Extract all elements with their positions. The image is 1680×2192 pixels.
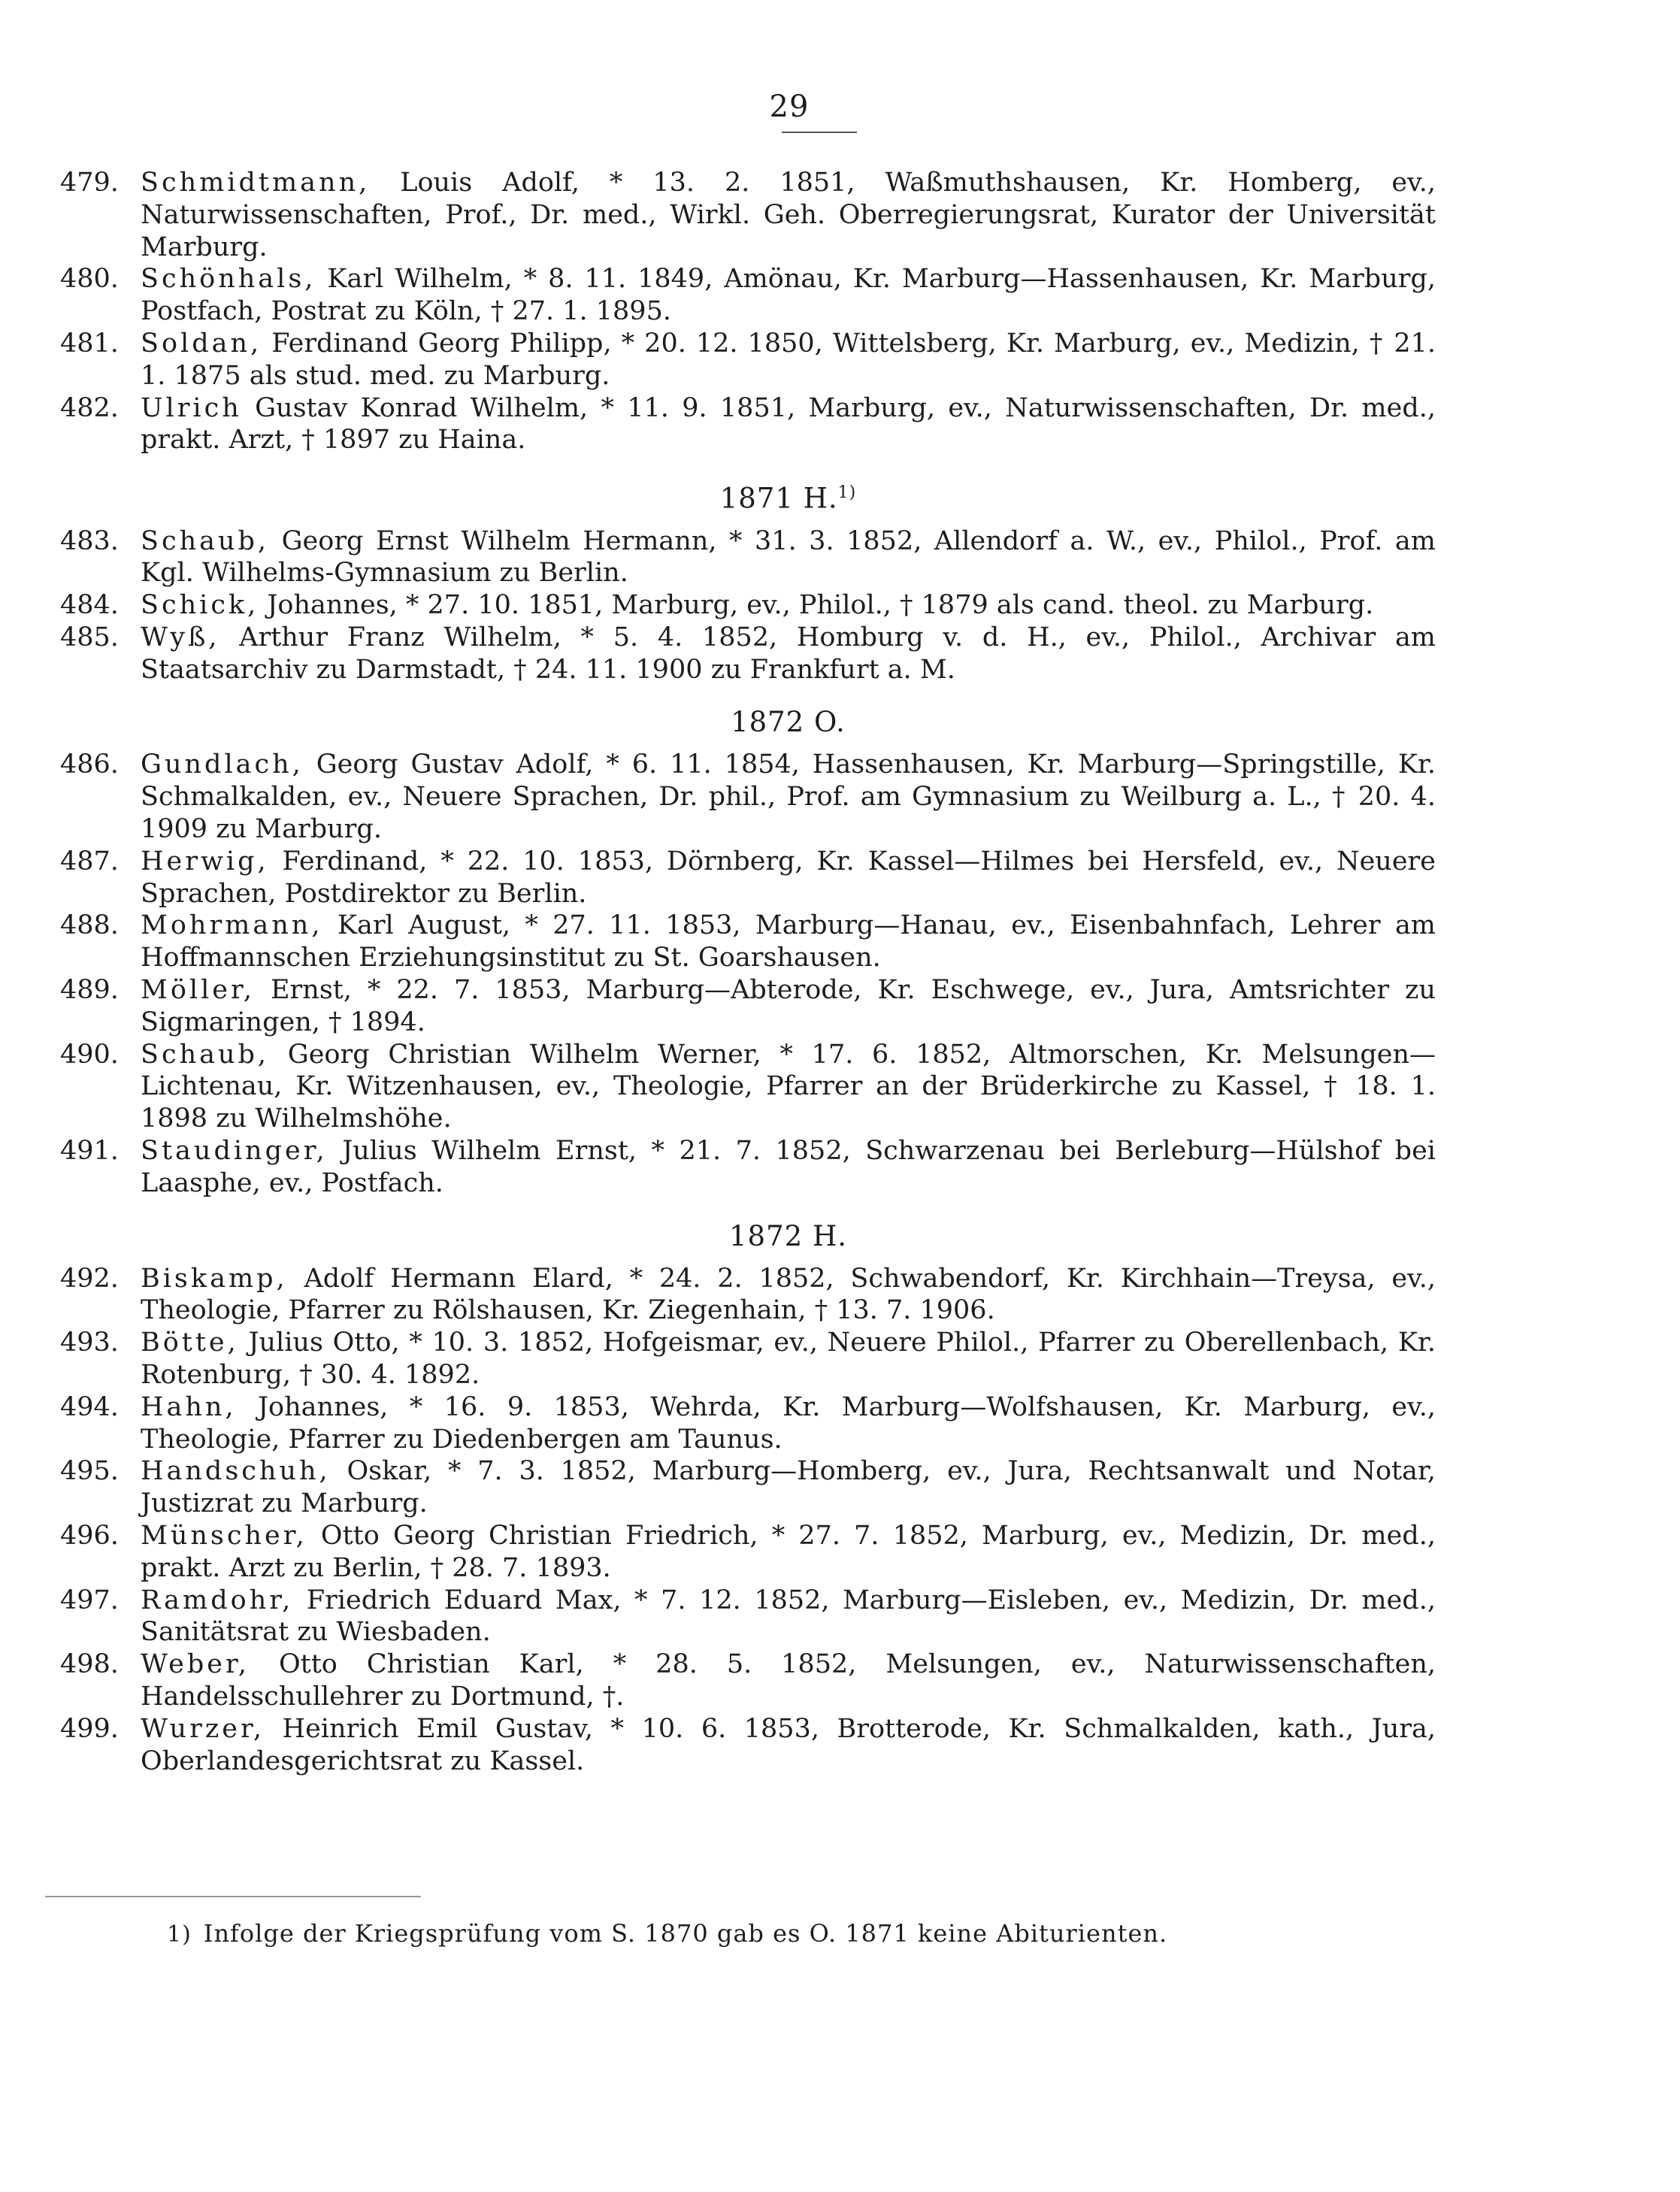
list-entry: [60, 749, 1436, 845]
entry-details: Karl Wilhelm, * 8. 11. 1849, Amönau, Kr. Marburg—Hassenhausen, Kr. Marburg, Postfach, Postrat zu Köln, † 27. 1. 1895.: [141, 264, 1436, 327]
entry-number: 492.: [60, 1263, 119, 1294]
entry-list: [60, 167, 1436, 1777]
footnote-divider: [45, 1896, 421, 1897]
entry-surname: Staudinger,: [141, 1136, 328, 1167]
entry-details: Georg Christian Wilhelm Werner, * 17. 6. 1852, Altmorschen, Kr. Melsungen—Lichtenau, Kr. Witzenhausen, ev., Theologie, Pfarrer an der Brüderkirche zu Kassel, † 18. 1. 1898 zu Wilhelmshöhe.: [141, 1039, 1436, 1134]
section-heading-1872-h: [60, 1219, 1436, 1254]
list-entry: [60, 525, 1436, 590]
entry-number: 491.: [60, 1136, 119, 1167]
entry-details: Otto Georg Christian Friedrich, * 27. 7. 1852, Marburg, ev., Medizin, Dr. med., prakt. Arzt zu Berlin, † 28. 7. 1893.: [141, 1521, 1436, 1583]
entry-number: 496.: [60, 1521, 119, 1552]
entry-details: Friedrich Eduard Max, * 7. 12. 1852, Marburg—Eisleben, ev., Medizin, Dr. med., Sanitätsrat zu Wiesbaden.: [141, 1585, 1436, 1648]
entry-surname: Schaub,: [141, 1039, 270, 1070]
list-entry: [60, 1649, 1436, 1713]
entry-surname: Bötte,: [141, 1328, 239, 1358]
footnote-reference: 1): [837, 483, 857, 503]
list-entry: [60, 263, 1436, 328]
entry-number: 481.: [60, 328, 119, 359]
entry-number: 498.: [60, 1649, 119, 1680]
entry-number: 482.: [60, 392, 119, 423]
entry-details: Julius Otto, * 10. 3. 1852, Hofgeismar, ev., Neuere Philol., Pfarrer zu Oberellenbach, Kr. Rotenburg, † 30. 4. 1892.: [141, 1328, 1436, 1391]
entry-surname: Wurzer,: [141, 1713, 265, 1744]
entry-surname: Gundlach,: [141, 749, 304, 780]
list-entry: [60, 392, 1436, 457]
entry-number: 487.: [60, 846, 119, 876]
list-entry: [60, 1039, 1436, 1135]
footnote-text: Infolge der Kriegsprüfung vom S. 1870 gab es O. 1871 keine Abiturienten.: [203, 1919, 1168, 1948]
entry-details: Georg Gustav Adolf, * 6. 11. 1854, Hassenhausen, Kr. Marburg—Springstille, Kr. Schmalkalden, ev., Neuere Sprachen, Dr. phil., Prof. am Gymnasium zu Weilburg a. L., † 20. 4. 1909 zu Marburg.: [141, 749, 1436, 845]
entry-number: 485.: [60, 622, 119, 652]
list-entry: [60, 328, 1436, 392]
entry-surname: Schmidtmann,: [141, 168, 371, 198]
entry-surname: Mohrmann,: [141, 910, 323, 941]
list-entry: [60, 1520, 1436, 1585]
section-label: 1872 H.: [729, 1219, 847, 1252]
list-entry: [60, 167, 1436, 263]
entry-surname: Hahn,: [141, 1391, 237, 1422]
list-entry: [60, 1713, 1436, 1778]
list-entry: [60, 622, 1436, 686]
list-entry: [60, 1135, 1436, 1200]
entry-details: Karl August, * 27. 11. 1853, Marburg—Hanau, ev., Eisenbahnfach, Lehrer am Hoffmannschen Erziehungsinstitut zu St. Goarshausen.: [141, 910, 1436, 973]
entry-number: 480.: [60, 264, 119, 295]
entry-details: Otto Christian Karl, * 28. 5. 1852, Melsungen, ev., Naturwissenschaften, Handelsschullehrer zu Dortmund, †.: [141, 1649, 1436, 1712]
entry-number: 479.: [60, 168, 119, 198]
entry-surname: Münscher,: [141, 1521, 307, 1552]
entry-surname: Biskamp,: [141, 1263, 288, 1294]
footnote: [167, 1918, 1167, 1950]
list-entry: [60, 1455, 1436, 1520]
entry-number: 493.: [60, 1328, 119, 1358]
entry-details: Ernst, * 22. 7. 1853, Marburg—Abterode, Kr. Eschwege, ev., Jura, Amtsrichter zu Sigmaringen, † 1894.: [141, 975, 1436, 1037]
list-entry: [60, 589, 1436, 622]
entry-details: Gustav Konrad Wilhelm, * 11. 9. 1851, Marburg, ev., Naturwissenschaften, Dr. med., prakt. Arzt, † 1897 zu Haina.: [141, 392, 1436, 456]
section-label: 1872 O.: [731, 706, 846, 739]
entry-number: 486.: [60, 749, 119, 780]
entry-details: Johannes, * 16. 9. 1853, Wehrda, Kr. Marburg—Wolfshausen, Kr. Marburg, ev., Theologie, Pfarrer zu Diedenbergen am Taunus.: [141, 1391, 1436, 1455]
list-entry: [60, 910, 1436, 974]
entry-number: 488.: [60, 910, 119, 941]
entry-number: 497.: [60, 1585, 119, 1615]
entry-number: 499.: [60, 1713, 119, 1744]
entry-details: Georg Ernst Wilhelm Hermann, * 31. 3. 1852, Allendorf a. W., ev., Philol., Prof. am Kgl. Wilhelms-Gymnasium zu Berlin.: [141, 525, 1436, 589]
entry-details: Oskar, * 7. 3. 1852, Marburg—Homberg, ev., Jura, Rechtsanwalt und Notar, Justizrat zu Marburg.: [141, 1456, 1436, 1519]
entry-surname: Handschuh,: [141, 1456, 331, 1487]
entry-details: Johannes, * 27. 10. 1851, Marburg, ev., Philol., † 1879 als cand. theol. zu Marburg.: [259, 590, 1374, 621]
list-entry: [60, 1327, 1436, 1391]
entry-surname: Wyß,: [141, 622, 220, 652]
entry-number: 489.: [60, 975, 119, 1006]
entry-surname: Schönhals,: [141, 264, 316, 295]
section-heading-1872-o: [60, 705, 1436, 740]
entry-surname: Herwig,: [141, 846, 269, 876]
list-entry: [60, 974, 1436, 1039]
list-entry: [60, 1391, 1436, 1456]
list-entry: [60, 1585, 1436, 1649]
list-entry: [60, 846, 1436, 910]
entry-number: 495.: [60, 1456, 119, 1487]
entry-surname: Soldan,: [141, 328, 262, 359]
page-number: 29: [769, 89, 810, 124]
entry-number: 490.: [60, 1039, 119, 1070]
entry-number: 483.: [60, 525, 119, 556]
entry-surname: Ulrich: [141, 392, 242, 423]
entry-details: Arthur Franz Wilhelm, * 5. 4. 1852, Homburg v. d. H., ev., Philol., Archivar am Staatsarchiv zu Darmstadt, † 24. 11. 1900 zu Frankfurt a. M.: [141, 622, 1436, 685]
entry-surname: Schaub,: [141, 525, 270, 556]
entry-details: Ferdinand Georg Philipp, * 20. 12. 1850, Wittelsberg, Kr. Marburg, ev., Medizin, † 21. 1. 1875 als stud. med. zu Marburg.: [141, 328, 1436, 391]
section-label: 1871 H.: [719, 482, 838, 515]
entry-surname: Schick,: [141, 590, 259, 621]
page-number-rule: [782, 132, 857, 133]
entry-surname: Weber,: [141, 1649, 250, 1680]
entry-details: Louis Adolf, * 13. 2. 1851, Waßmuthshausen, Kr. Homberg, ev., Naturwissenschaften, Prof., Dr. med., Wirkl. Geh. Oberregierungsrat, Kurator der Universität Marburg.: [141, 168, 1436, 262]
entry-number: 484.: [60, 590, 119, 621]
footnote-mark: 1): [167, 1921, 192, 1948]
entry-details: Heinrich Emil Gustav, * 10. 6. 1853, Brotterode, Kr. Schmalkalden, kath., Jura, Oberlandesgerichtsrat zu Kassel.: [141, 1713, 1436, 1776]
list-entry: [60, 1263, 1436, 1328]
entry-details: Adolf Hermann Elard, * 24. 2. 1852, Schwabendorf, Kr. Kirchhain—Treysa, ev., Theologie, Pfarrer zu Rölshausen, Kr. Ziegenhain, † 13. 7. 1906.: [141, 1263, 1436, 1326]
entry-surname: Möller,: [141, 975, 256, 1006]
entry-surname: Ramdohr,: [141, 1585, 294, 1615]
entry-details: Ferdinand, * 22. 10. 1853, Dörnberg, Kr. Kassel—Hilmes bei Hersfeld, ev., Neuere Sprachen, Postdirektor zu Berlin.: [141, 846, 1436, 909]
entry-number: 494.: [60, 1391, 119, 1422]
entry-details: Julius Wilhelm Ernst, * 21. 7. 1852, Schwarzenau bei Berleburg—Hülshof bei Laasphe, ev., Postfach.: [141, 1136, 1436, 1198]
section-heading-1871-h: [60, 476, 1436, 516]
